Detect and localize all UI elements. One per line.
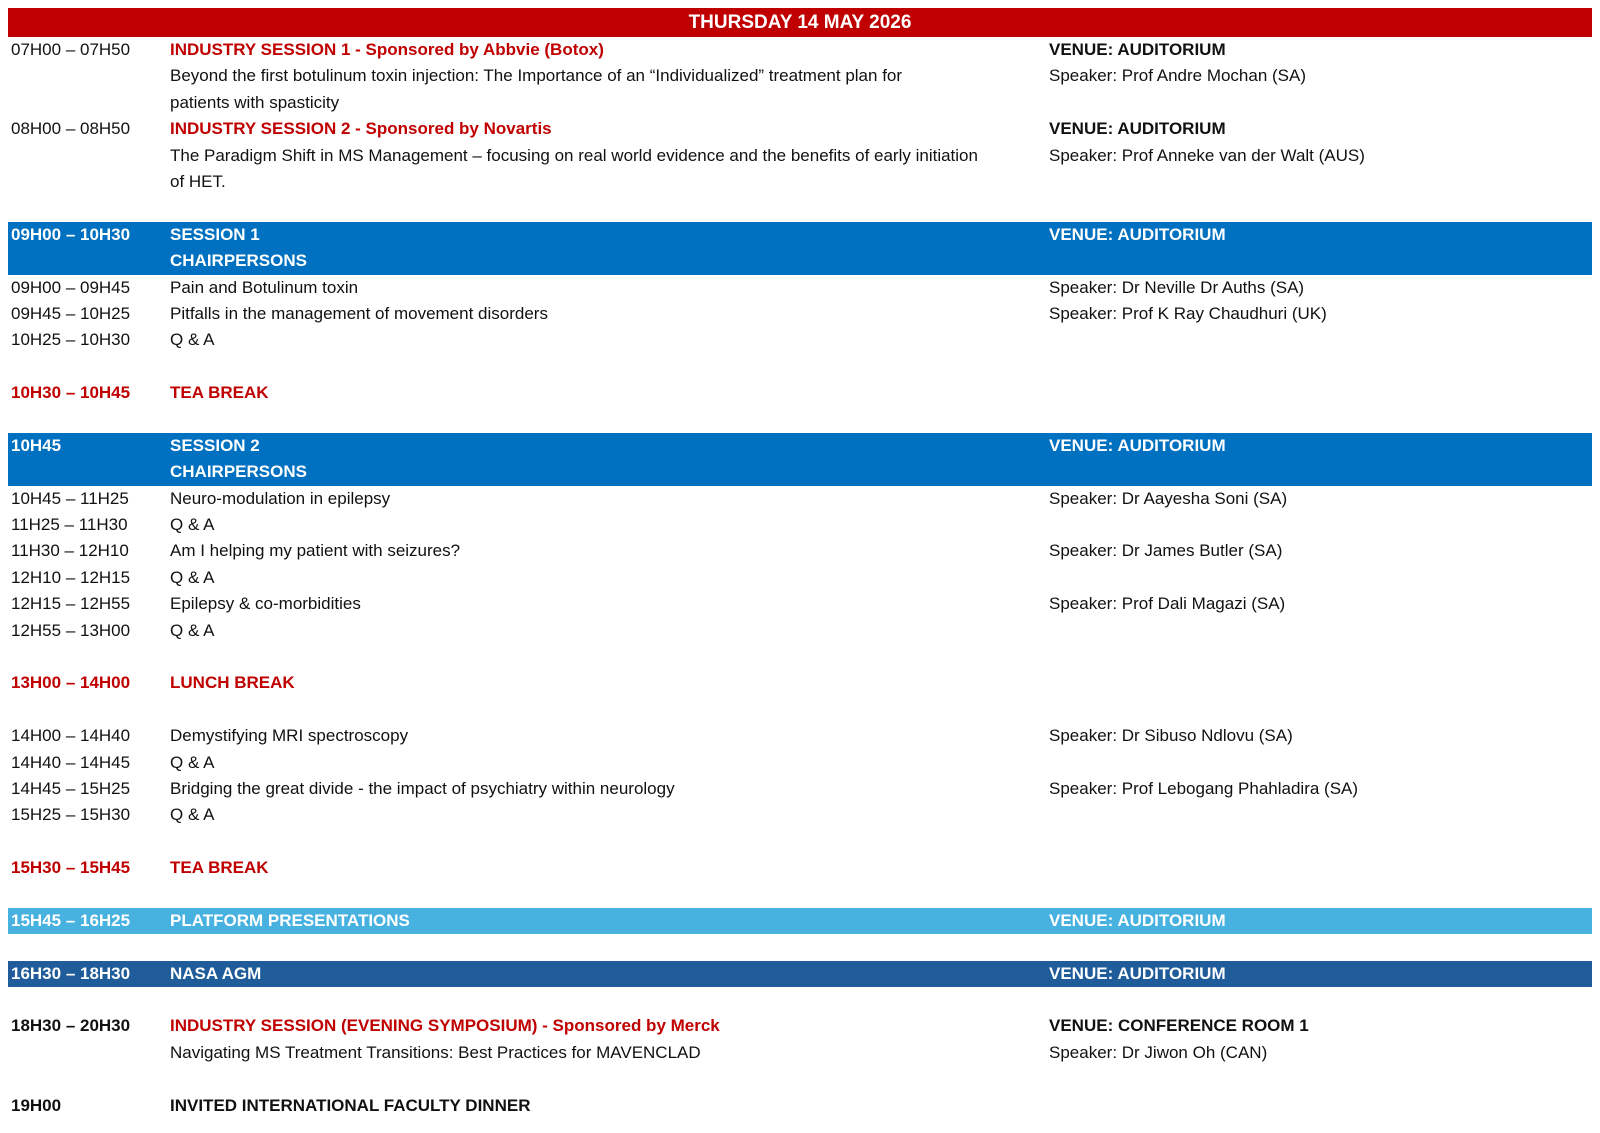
industry-session-1-topic-cont — [8, 90, 1592, 116]
talk-speaker: Speaker: Dr Aayesha Soni (SA) — [1049, 488, 1288, 508]
break-time: 15H30 – 15H45 — [11, 858, 131, 878]
session-title: INDUSTRY SESSION 2 - Sponsored by Novartis — [170, 119, 552, 139]
session-2-header — [8, 433, 1592, 459]
evening-symposium-row — [8, 1013, 1592, 1039]
industry-session-1-topic-row — [8, 63, 1592, 89]
programme-row — [8, 750, 1592, 776]
talk-speaker: Speaker: Dr James Butler (SA) — [1049, 541, 1283, 561]
talk-time: 12H55 – 13H00 — [11, 620, 131, 640]
spacer — [8, 1066, 1592, 1092]
spacer — [8, 354, 1592, 380]
talk-time: 14H45 – 15H25 — [11, 778, 131, 798]
programme-row — [8, 565, 1592, 591]
programme-row — [8, 618, 1592, 644]
session-title: SESSION 2 — [170, 435, 260, 455]
session-1-chair-row — [8, 248, 1592, 274]
talk-speaker: Speaker: Prof Andre Mochan (SA) — [1049, 66, 1307, 86]
talk-topic: Q & A — [170, 805, 215, 825]
industry-session-2-topic-cont — [8, 169, 1592, 195]
session-title: SESSION 1 — [170, 224, 260, 244]
faculty-dinner-row — [8, 1093, 1592, 1119]
talk-time: 09H45 – 10H25 — [11, 303, 131, 323]
spacer — [8, 829, 1592, 855]
talk-time: 12H15 – 12H55 — [11, 594, 131, 614]
break-label: TEA BREAK — [170, 383, 269, 403]
dinner-label: INVITED INTERNATIONAL FACULTY DINNER — [170, 1095, 531, 1115]
talk-speaker: Speaker: Prof Dali Magazi (SA) — [1049, 594, 1286, 614]
talk-time: 14H00 – 14H40 — [11, 726, 131, 746]
talk-topic: Q & A — [170, 515, 215, 535]
talk-time: 10H45 – 11H25 — [11, 488, 129, 508]
session-time: 07H00 – 07H50 — [11, 40, 131, 59]
session-venue: VENUE: AUDITORIUM — [1049, 224, 1226, 244]
industry-session-2-row — [8, 116, 1592, 142]
session-title: NASA AGM — [170, 963, 262, 983]
chairpersons-label: CHAIRPERSONS — [170, 462, 307, 482]
lunch-break-row — [8, 670, 1592, 696]
spacer — [8, 934, 1592, 960]
talk-topic: Demystifying MRI spectroscopy — [170, 726, 409, 746]
session-time: 16H30 – 18H30 — [11, 963, 131, 983]
session-venue: VENUE: AUDITORIUM — [1049, 119, 1226, 139]
talk-topic: Am I helping my patient with seizures? — [170, 541, 461, 561]
talk-topic: Q & A — [170, 620, 215, 640]
talk-topic-continued: patients with spasticity — [170, 92, 340, 112]
break-label: TEA BREAK — [170, 858, 269, 878]
evening-symposium-topic-row — [8, 1040, 1592, 1066]
programme-row — [8, 301, 1592, 327]
session-time: 15H45 – 16H25 — [11, 910, 131, 930]
talk-time: 12H10 – 12H15 — [11, 567, 131, 587]
programme-sheet — [8, 8, 1592, 1119]
session-time: 10H45 — [11, 435, 62, 455]
talk-topic: Pitfalls in the management of movement disorders — [170, 303, 548, 323]
programme-row — [8, 723, 1592, 749]
dinner-time: 19H00 — [11, 1095, 62, 1115]
spacer — [8, 987, 1592, 1013]
spacer — [8, 697, 1592, 723]
programme-row — [8, 538, 1592, 564]
spacer — [8, 882, 1592, 908]
talk-time: 10H25 – 10H30 — [11, 330, 131, 350]
session-time: 08H00 – 08H50 — [11, 119, 131, 139]
talk-topic-continued: of HET. — [170, 171, 226, 191]
programme-row — [8, 802, 1592, 828]
day-title: THURSDAY 14 MAY 2026 — [8, 8, 1592, 37]
industry-session-2-topic-row — [8, 143, 1592, 169]
talk-time: 15H25 – 15H30 — [11, 805, 131, 825]
programme-row — [8, 591, 1592, 617]
talk-time: 11H25 – 11H30 — [11, 515, 128, 535]
talk-topic: Pain and Botulinum toxin — [170, 277, 359, 297]
talk-time: 11H30 – 12H10 — [11, 541, 129, 561]
platform-presentations-band — [8, 908, 1592, 934]
spacer — [8, 195, 1592, 221]
programme-row — [8, 327, 1592, 353]
session-2-chair-row — [8, 459, 1592, 485]
talk-topic: Beyond the first botulinum toxin injection: The Importance of an “Individualized” treatment plan for — [170, 66, 903, 86]
break-label: LUNCH BREAK — [170, 673, 295, 693]
session-venue: VENUE: AUDITORIUM — [1049, 40, 1226, 59]
session-time: 09H00 – 10H30 — [11, 224, 131, 244]
talk-topic: Neuro-modulation in epilepsy — [170, 488, 391, 508]
talk-topic: Navigating MS Treatment Transitions: Best Practices for MAVENCLAD — [170, 1042, 701, 1062]
talk-topic: Q & A — [170, 330, 215, 350]
programme-row — [8, 776, 1592, 802]
programme-row — [8, 486, 1592, 512]
talk-speaker: Speaker: Prof Anneke van der Walt (AUS) — [1049, 145, 1365, 165]
talk-topic: The Paradigm Shift in MS Management – focusing on real world evidence and the benefits of early initiation — [170, 145, 978, 165]
talk-time: 09H00 – 09H45 — [11, 277, 131, 297]
talk-time: 14H40 – 14H45 — [11, 752, 131, 772]
talk-speaker: Speaker: Dr Neville Dr Auths (SA) — [1049, 277, 1305, 297]
talk-topic: Q & A — [170, 752, 215, 772]
session-title: INDUSTRY SESSION (EVENING SYMPOSIUM) - Sponsored by Merck — [170, 1016, 720, 1036]
talk-topic: Epilepsy & co-morbidities — [170, 594, 361, 614]
programme-row — [8, 275, 1592, 301]
talk-speaker: Speaker: Prof K Ray Chaudhuri (UK) — [1049, 303, 1327, 323]
tea-break-row — [8, 855, 1592, 881]
talk-topic: Q & A — [170, 567, 215, 587]
session-venue: VENUE: CONFERENCE ROOM 1 — [1049, 1016, 1309, 1036]
chairpersons-label: CHAIRPERSONS — [170, 251, 307, 271]
break-time: 10H30 – 10H45 — [11, 383, 131, 403]
session-1-header — [8, 222, 1592, 248]
session-venue: VENUE: AUDITORIUM — [1049, 910, 1226, 930]
programme-row — [8, 512, 1592, 538]
tea-break-row — [8, 380, 1592, 406]
industry-session-1-row — [8, 37, 1592, 63]
spacer — [8, 406, 1592, 432]
talk-topic: Bridging the great divide - the impact of psychiatry within neurology — [170, 778, 675, 798]
agm-band — [8, 961, 1592, 987]
session-title: PLATFORM PRESENTATIONS — [170, 910, 410, 930]
break-time: 13H00 – 14H00 — [11, 673, 131, 693]
session-venue: VENUE: AUDITORIUM — [1049, 963, 1226, 983]
session-time: 18H30 – 20H30 — [11, 1016, 131, 1036]
talk-speaker: Speaker: Dr Sibuso Ndlovu (SA) — [1049, 726, 1293, 746]
session-venue: VENUE: AUDITORIUM — [1049, 435, 1226, 455]
spacer — [8, 644, 1592, 670]
talk-speaker: Speaker: Prof Lebogang Phahladira (SA) — [1049, 778, 1359, 798]
session-title: INDUSTRY SESSION 1 - Sponsored by Abbvie (Botox) — [170, 40, 604, 59]
talk-speaker: Speaker: Dr Jiwon Oh (CAN) — [1049, 1042, 1268, 1062]
